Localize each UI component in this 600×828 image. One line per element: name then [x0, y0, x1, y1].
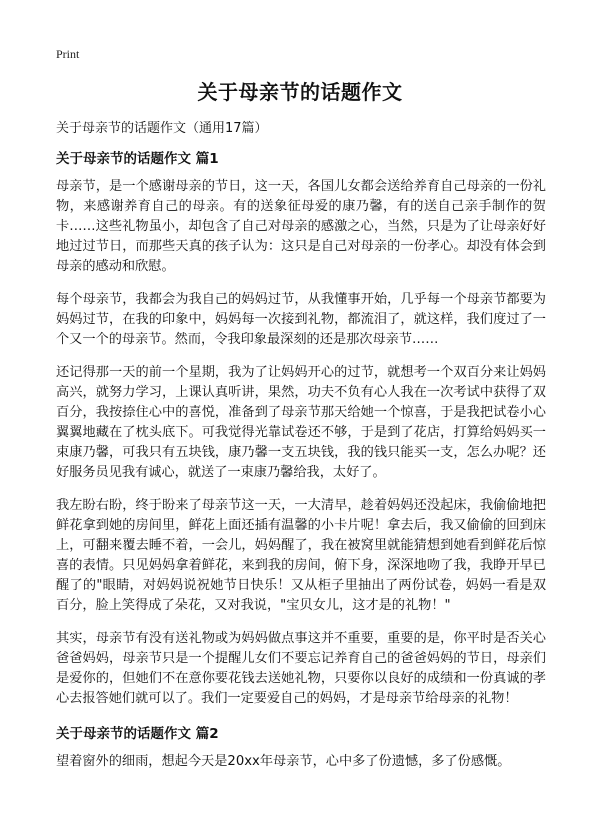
print-label: Print	[56, 47, 80, 61]
essay-section-2	[56, 725, 546, 772]
document-title: 关于母亲节的话题作文	[197, 80, 403, 104]
paragraph: 母亲节，是一个感谢母亲的节日，这一天，各国儿女都会送给养育自己母亲的一份礼物，来感谢养育自己的母亲。有的送象征母爱的康乃馨，有的送自己亲手制作的贺卡……这些礼物虽小，却包含了自己对母亲的感激之心，当然，只是为了让母亲好好地过过节日，而那些天真的孩子认为：这只是自己对母亲的一份孝心。却没有体会到母亲的感动和欣慰。	[56, 179, 546, 274]
document-subtitle: 关于母亲节的话题作文（通用17篇）	[56, 121, 268, 136]
paragraph: 我左盼右盼，终于盼来了母亲节这一天，一大清早，趁着妈妈还没起床，我偷偷地把鲜花拿到她的房间里，鲜花上面还插有温馨的小卡片呢！拿去后，我又偷偷的回到床上，可翻来覆去睡不着，一会儿，妈妈醒了，我在被窝里就能猜想到她看到鲜花后惊喜的表情。只见妈妈拿着鲜花，来到我的房间，俯下身，深深地吻了我，我睁开早已醒了的"眼睛，对妈妈说祝她节日快乐！又从柜子里抽出了两份试卷，妈妈一看是双百分，脸上笑得成了朵花，又对我说，"宝贝女儿，这才是的礼物！"	[56, 498, 546, 613]
section-heading: 关于母亲节的话题作文 篇1	[56, 151, 219, 167]
paragraph: 其实，母亲节有没有送礼物或为妈妈做点事这并不重要，重要的是，你平时是否关心爸爸妈妈，母亲节只是一个提醒儿女们不要忘记养育自己的爸爸妈妈的节日，母亲们是爱你的，但她们不在意你要花钱去送她礼物，只要你以良好的成绩和一份真诚的孝心去报答她们就可以了。我们一定要爱自己的妈妈，才是母亲节给母亲的礼物！	[56, 631, 546, 706]
essay-section-1	[56, 150, 546, 709]
document-body	[56, 120, 546, 785]
section-heading: 关于母亲节的话题作文 篇2	[56, 726, 219, 742]
paragraph: 每个母亲节，我都会为我自己的妈妈过节，从我懂事开始，几乎每一个母亲节都要为妈妈过节，在我的印象中，妈妈每一次接到礼物，都流泪了，就这样，我们度过了一个又一个的母亲节。然而，令我印象最深刻的还是那次母亲节……	[56, 292, 546, 347]
paragraph: 望着窗外的细雨，想起今天是20xx年母亲节，心中多了份遗憾，多了份感慨。	[56, 754, 511, 769]
paragraph: 还记得那一天的前一个星期，我为了让妈妈开心的过节，就想考一个双百分来让妈妈高兴，就努力学习，上课认真听讲，果然，功夫不负有心人我在一次考试中获得了双百分，我按捺住心中的喜悦，准备到了母亲节那天给她一个惊喜，于是我把试卷小心翼翼地藏在了枕头底下。可我觉得光靠试卷还不够，于是到了花店，打算给妈妈买一束康乃馨，可我只有五块钱，康乃馨一支五块钱，我的钱只能买一支，怎么办呢？还好服务员见我有诚心，就送了一束康乃馨给我，太好了。	[56, 365, 546, 480]
